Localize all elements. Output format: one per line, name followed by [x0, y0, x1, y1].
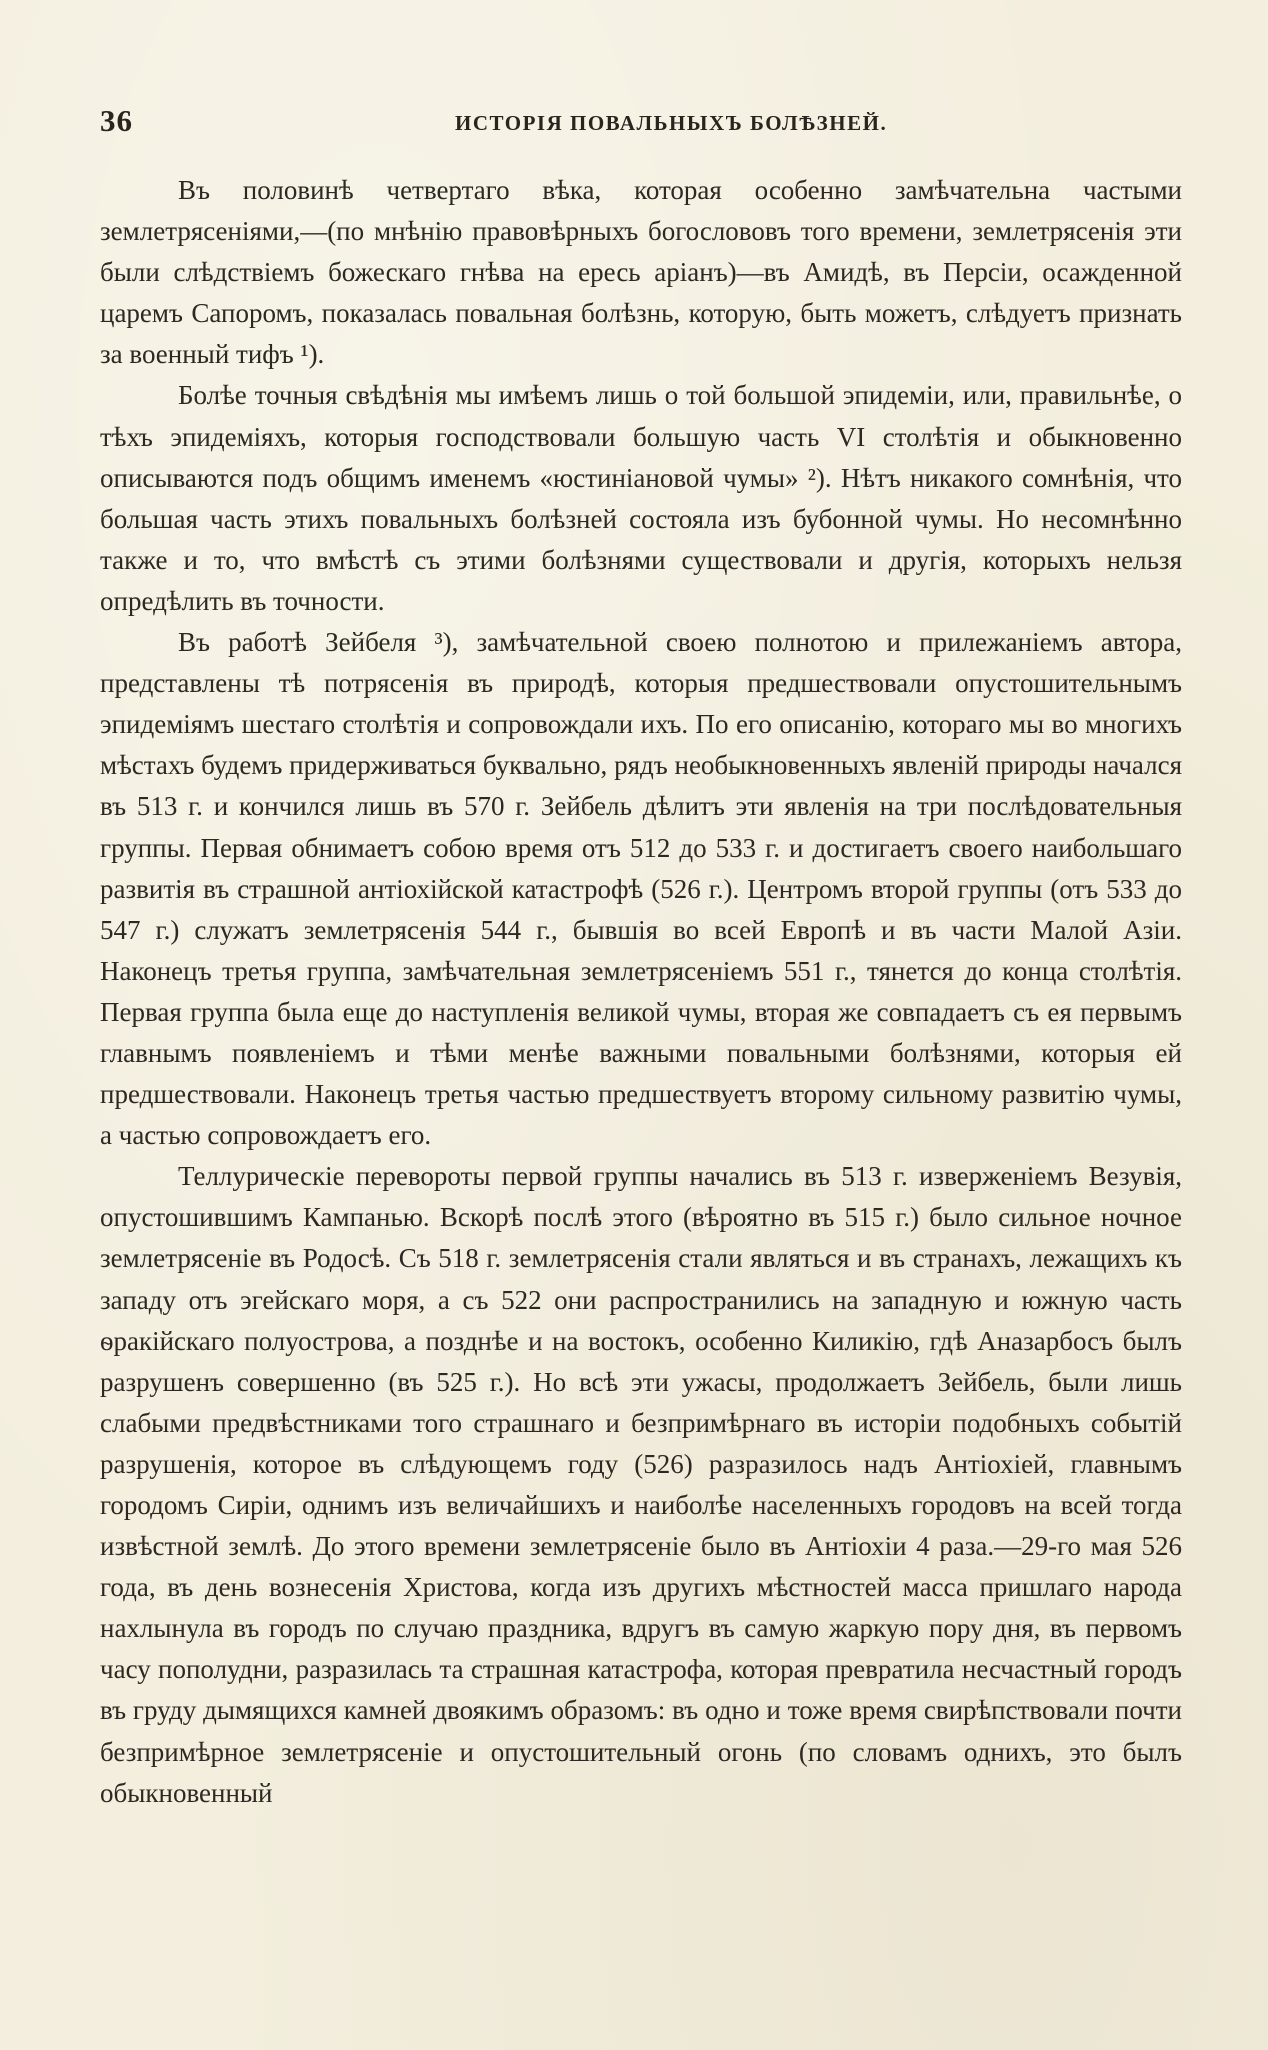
running-title: ИСТОРІЯ ПОВАЛЬНЫХЪ БОЛѢЗНЕЙ. [455, 111, 888, 135]
paragraph-4: Теллурическіе перевороты первой группы начались въ 513 г. изверженіемъ Везувія, опустошившимъ Кампанью. Вскорѣ послѣ этого (вѣроятно въ 515 г.) было сильное ночное землетрясеніе въ Родосѣ. Съ 518 г. землетрясенія стали являться и въ странахъ, лежащихъ къ западу отъ эгейскаго моря, а съ 522 они распространились на западную и южную часть ѳракійскаго полуострова, а позднѣе и на востокъ, особенно Киликію, гдѣ Аназарбосъ былъ разрушенъ совершенно (въ 525 г.). Но всѣ эти ужасы, продолжаетъ Зейбель, были лишь слабыми предвѣстниками того страшнаго и безпримѣрнаго въ исторіи подобныхъ событій разрушенія, которое въ слѣдующемъ году (526) разразилось надъ Антіохіей, главнымъ городомъ Сиріи, однимъ изъ величайшихъ и наиболѣе населенныхъ городовъ на всей тогда извѣстной землѣ. До этого времени землетрясеніе было въ Антіохіи 4 раза.—29-го мая 526 года, въ день вознесенія Христова, когда изъ другихъ мѣстностей масса пришлаго народа нахлынула въ городъ по случаю праздника, вдругъ въ самую жаркую пору дня, въ первомъ часу пополудни, разразилась та страшная катастрофа, которая превратила несчастный городъ въ груду дымящихся камней двоякимъ образомъ: въ одно и тоже время свирѣпствовали почти безпримѣрное землетрясеніе и опустошительный огонь (по словамъ однихъ, это былъ обыкновенный [100, 1161, 1182, 1808]
paragraph-1: Въ половинѣ четвертаго вѣка, которая особенно замѣчательна частыми землетрясеніями,—(по мнѣнію правовѣрныхъ богослововъ того времени, землетрясенія эти были слѣдствіемъ божескаго гнѣва на ересь аріанъ)—въ Амидѣ, въ Персіи, осажденной царемъ Сапоромъ, показалась повальная болѣзнь, которую, быть можетъ, слѣдуетъ признать за военный тифъ ¹). [100, 175, 1182, 370]
body-text [100, 170, 1182, 1814]
paragraph-3: Въ работѣ Зейбеля ³), замѣчательной своею полнотою и прилежаніемъ автора, представлены тѣ потрясенія въ природѣ, которыя предшествовали опустошительнымъ эпидеміямъ шестаго столѣтія и сопровождали ихъ. По его описанію, котораго мы во многихъ мѣстахъ будемъ придерживаться буквально, рядъ необыкновенныхъ явленій природы начался въ 513 г. и кончился лишь въ 570 г. Зейбель дѣлитъ эти явленія на три послѣдовательныя группы. Первая обнимаетъ собою время отъ 512 до 533 г. и достигаетъ своего наибольшаго развитія въ страшной антіохійской катастрофѣ (526 г.). Центромъ второй группы (отъ 533 до 547 г.) служатъ землетрясенія 544 г., бывшія во всей Европѣ и въ части Малой Азіи. Наконецъ третья группа, замѣчательная землетрясеніемъ 551 г., тянется до конца столѣтія. Первая группа была еще до наступленія великой чумы, вторая же совпадаетъ съ ея первымъ главнымъ появленіемъ и тѣми менѣе важными повальными болѣзнями, которыя ей предшествовали. Наконецъ третья частью предшествуетъ второму сильному развитію чумы, а частью сопровождаетъ его. [100, 627, 1182, 1151]
page-header [100, 103, 1180, 143]
paragraph-2: Болѣе точныя свѣдѣнія мы имѣемъ лишь о той большой эпидеміи, или, правильнѣе, о тѣхъ эпидеміяхъ, которыя господствовали большую часть VI столѣтія и обыкновенно описываются подъ общимъ именемъ «юстиніановой чумы» ²). Нѣтъ никакого сомнѣнія, что большая часть этихъ повальныхъ болѣзней состояла изъ бубонной чумы. Но несомнѣнно также и то, что вмѣстѣ съ этими болѣзнями существовали и другія, которыхъ нельзя опредѣлить въ точности. [100, 380, 1182, 616]
page-number: 36 [100, 103, 133, 138]
